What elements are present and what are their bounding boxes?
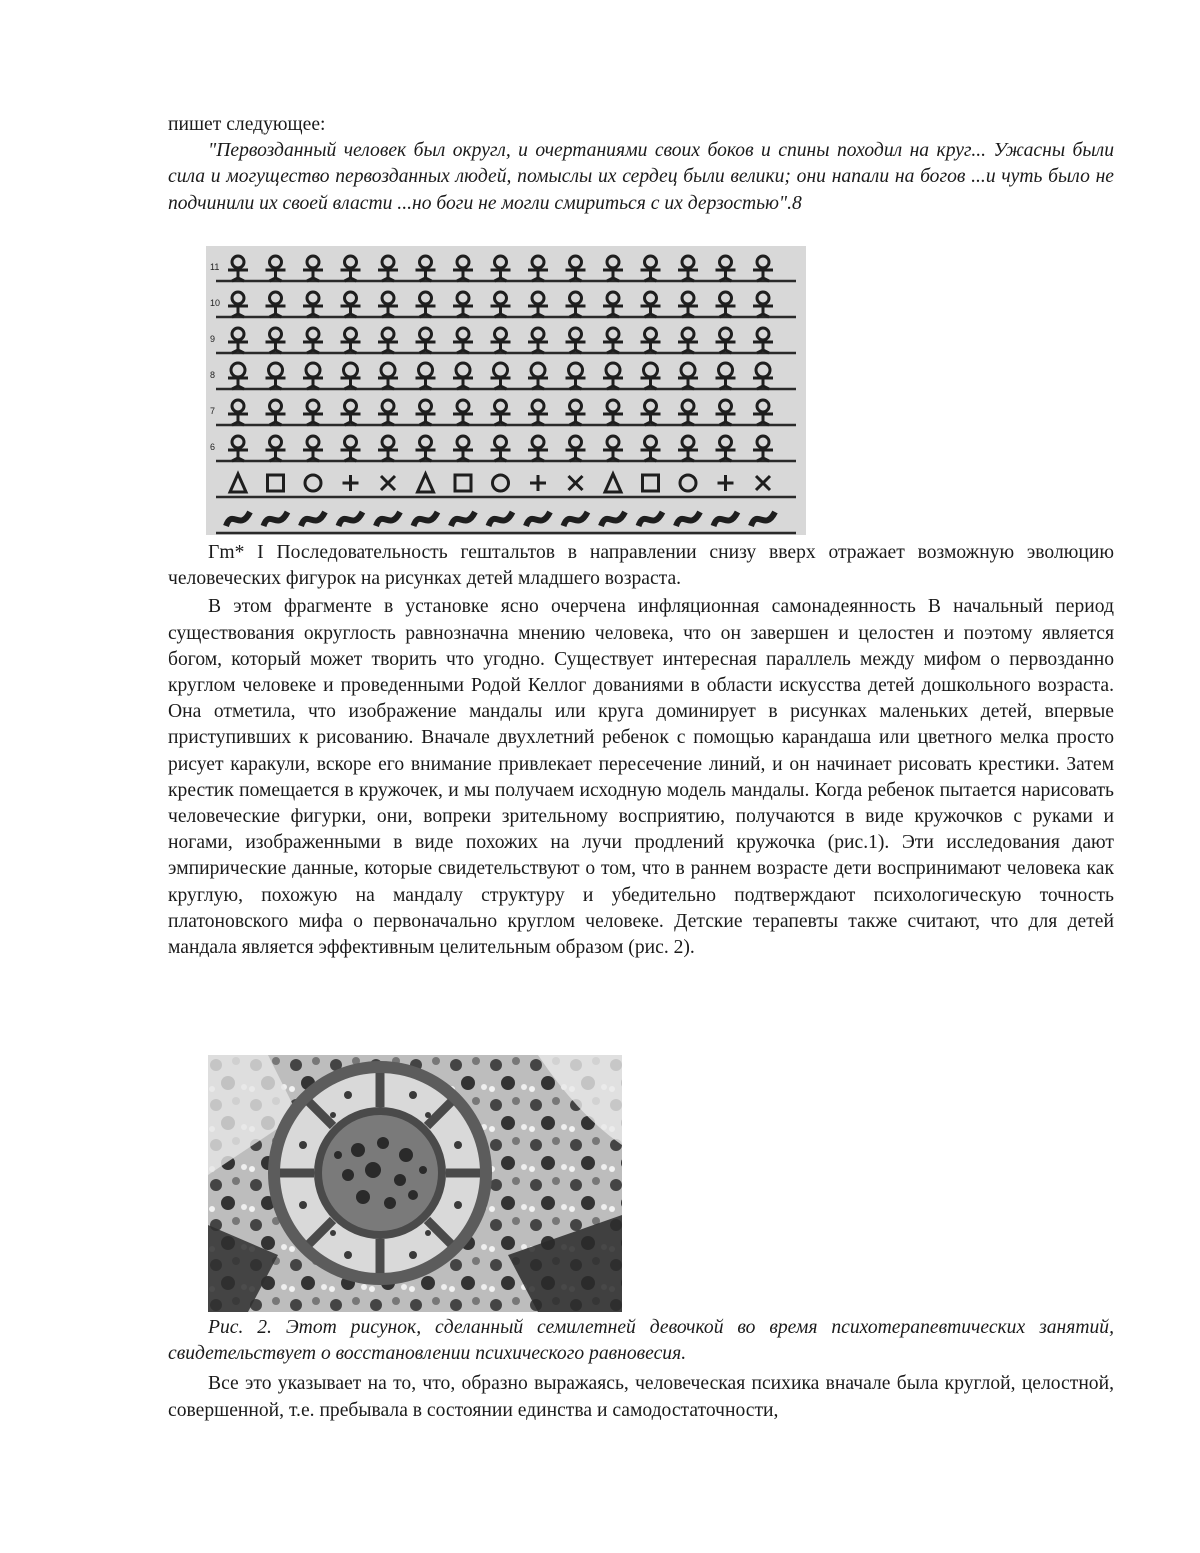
intro-line: пишет следующее: (168, 114, 326, 135)
row-number-label: 6 (210, 442, 216, 452)
row-number-label: 10 (210, 298, 221, 308)
closing-paragraph: Все это указывает на то, что, образно выражаясь, человеческая психика вначале была круглой, целостной, совершенной, т.е. пребывала в состоянии единства и самодостаточности, (168, 1373, 1114, 1421)
figure-2-mandala-drawing (208, 1055, 622, 1312)
row-number-label: 9 (210, 334, 216, 344)
figure-2-caption: Рис. 2. Этот рисунок, сделанный семилетней девочкой во время психотерапевтических занятий, свидетельствует о восстановлении психического равновесия. (168, 1317, 1114, 1365)
figure-2-caption-block (168, 1315, 1114, 1424)
quote-paragraph: "Первозданный человек был округл, и очертаниями своих боков и спины походил на круг... Ужасны были сила и могущество первозданных людей, помыслы их сердец были велики; они напали на богов ...и чуть было не подчинили их своей власти ...но боги не могли смириться с их дерзостью".8 (168, 140, 1114, 214)
document-page (168, 112, 1114, 217)
figure-1-image (206, 246, 806, 535)
figure-2-image (208, 1055, 622, 1312)
figure-1-caption-block (168, 540, 1114, 961)
row-number-label: 7 (210, 406, 216, 416)
row-number-label: 11 (210, 262, 220, 272)
row-number-label: 8 (210, 370, 216, 380)
body-paragraph: В этом фрагменте в установке ясно очерчена инфляционная самонадеянность В начальный период существования округлость равнозначна мнению человека, что он завершен и целостен и поэтому является богом, который может творить что угодно. Существует интересная параллель между мифом о первозданно круглом человеке и проведенными Родой Келлог дованиями в области искусства детей дошкольного возраста. Она отметила, что изображение мандалы или круга доминирует в рисунках маленьких детей, впервые приступивших к рисованию. Вначале двухлетний ребенок с помощью карандаша или цветного мелка просто рисует каракули, вскоре его внимание привлекает пересечение линий, и он начинает рисовать крестики. Затем крестик помещается в кружочек, и мы получаем исходную модель мандалы. Когда ребенок пытается нарисовать человеческие фигурки, они, вопреки зрительному восприятию, получаются в виде кружочков с руками и ногами, изображенными в виде похожих на лучи продлений кружочка (рис.1). Эти исследования дают эмпирические данные, которые свидетельствуют о том, что в раннем возрасте дети воспринимают человека как круглую, похожую на мандалу структуру и убедительно подтверждают психологическую точность платоновского мифа о первоначально круглом человеке. Детские терапевты также считают, что для детей мандала является эффективным целительным образом (рис. 2). (168, 596, 1114, 959)
figure-1-caption: Гm* I Последовательность гештальтов в направлении снизу вверх отражает возможную эволюцию человеческих фигурок на рисунках детей младшего возраста. (168, 542, 1114, 590)
figure-1-child-drawings (206, 246, 806, 535)
